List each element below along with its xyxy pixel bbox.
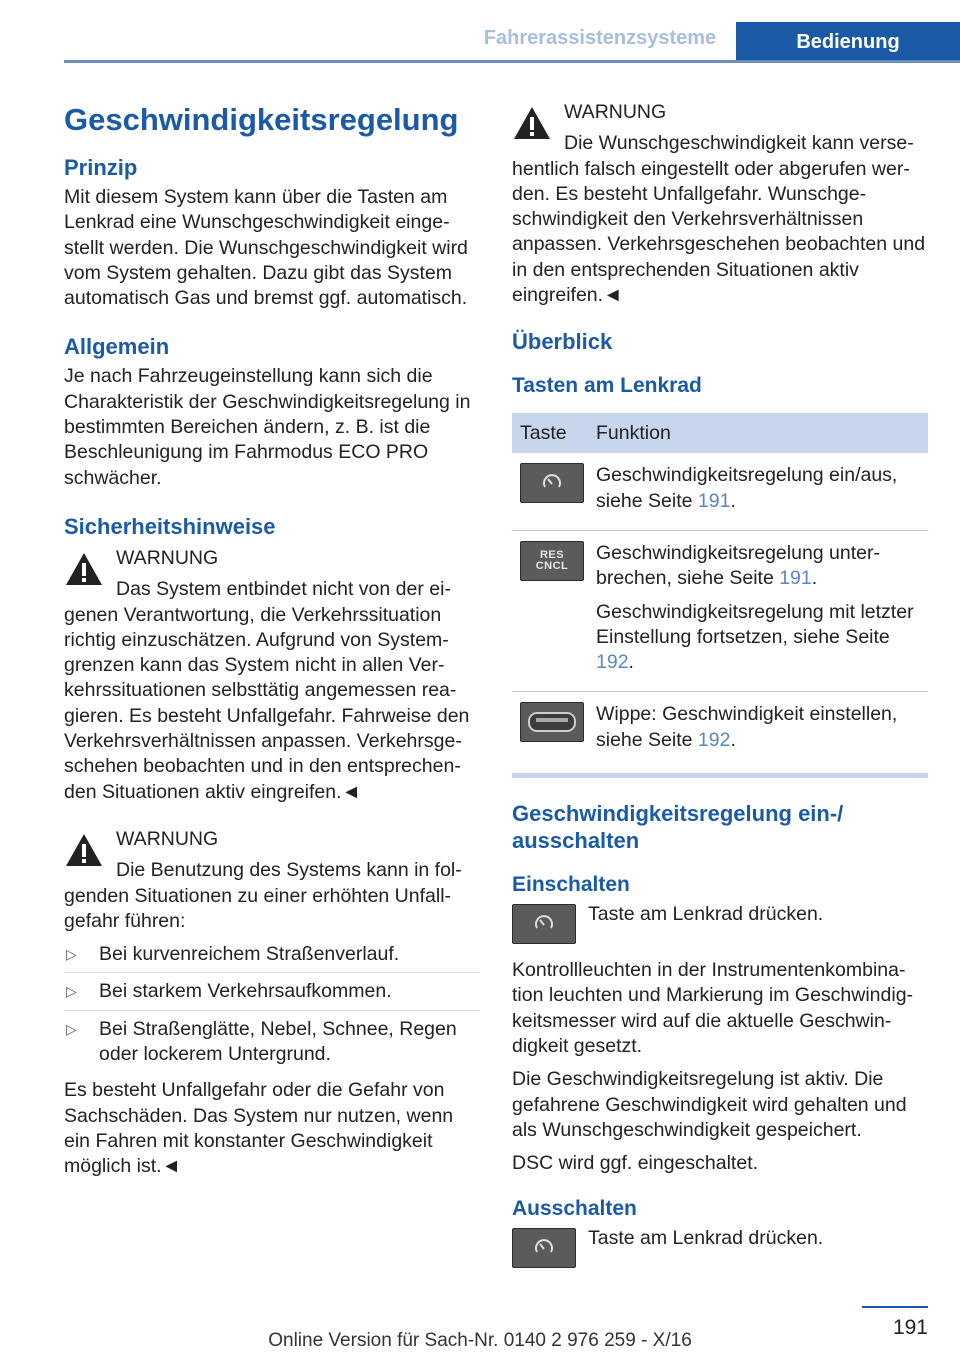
einschalten-row (512, 902, 928, 944)
warning-title: WARNUNG (564, 101, 667, 123)
page-link[interactable]: 192 (596, 651, 629, 674)
warning-text: Das System entbindet nicht von der eigenen Verantwortung, die Verkehrssituation richtig einzuschätzen. Aufgrund von Systemgrenzen kann das System nicht in allen Verkehrssituationen selbsttätig angemessen reagieren. Es besteht Unfallgefahr. Fahrweise den Verkehrsverhältnissen anpassen. Verkehrsgeschehen beobachten und in den entsprechenden Situationen aktiv eingreifen.◄ (64, 578, 470, 803)
einschalten-heading: Einschalten (512, 873, 630, 897)
hazard-list (64, 942, 480, 1072)
ueberblick-heading: Überblick (512, 329, 613, 355)
page-number-rule (862, 1306, 928, 1308)
table-header (512, 413, 928, 453)
list-item: ▷ Bei kurvenreichem Straßenverlauf. (64, 942, 480, 973)
prinzip-text: Mit diesem System kann über die Tasten am Lenkrad eine Wunschgeschwindigkeit eingestellt werden. Die Wunschgeschwindigkeit wird vom System gehalten. Dazu gibt das System automatisch Gas und bremst ggf. automatisch. (64, 186, 468, 310)
ausschalten-heading: Ausschalten (512, 1197, 637, 1221)
page-title: Geschwindigkeitsregelung (64, 102, 459, 137)
page-link[interactable]: 192 (697, 728, 731, 751)
warning-text: Die Wunschgeschwindigkeit kann versehentlich falsch eingestellt oder abgerufen werden. Es besteht Unfallgefahr. Wunschgeschwindigkeit den Verkehrsverhältnissen anpassen. Verkehrsgeschehen beobachten und in den entsprechenden Situationen aktiv eingreifen.◄ (512, 132, 926, 307)
right-column (512, 100, 928, 1268)
triangle-bullet-icon: ▷ (66, 983, 77, 1000)
aktiv-text: Die Geschwindigkeitsregelung ist aktiv. Die gefahrene Geschwindigkeit wird gehalten und als Wunschgeschwindigkeit gespeichert. (512, 1068, 907, 1141)
dsc-text: DSC wird ggf. eingeschaltet. (512, 1152, 759, 1175)
einaus-heading: Geschwindigkeitsregelung ein-/ ausschalten (512, 801, 844, 854)
cruise-control-key-icon (512, 1228, 576, 1268)
header-section: Fahrerassistenzsysteme (483, 27, 717, 49)
prinzip-heading: Prinzip (64, 155, 138, 180)
warning-block-2 (64, 827, 480, 934)
ausschalten-row (512, 1226, 928, 1268)
table-row (512, 692, 928, 776)
row-function-text: Geschwindigkeitsregelung ein/aus, siehe Seite 191. (596, 464, 898, 512)
key-function-table (512, 413, 928, 778)
triangle-bullet-icon: ▷ (66, 1020, 77, 1037)
row-function-text: Geschwindigkeitsregelung unterbrechen, siehe Seite 191. (596, 541, 880, 590)
row-function-text: Geschwindigkeitsregelung mit letzter Einstellung fortsetzen, siehe Seite 192. (596, 600, 914, 674)
triangle-bullet-icon: ▷ (66, 946, 77, 963)
column-header-funktion: Funktion (588, 413, 928, 453)
footer-text: Online Version für Sach-Nr. 0140 2 976 259 - X/16 (268, 1330, 692, 1351)
warning-title: WARNUNG (116, 827, 219, 850)
table-row (512, 453, 928, 530)
sicherheit-heading: Sicherheitshinweise (64, 513, 276, 539)
row-function-text: Wippe: Geschwindigkeit einstellen, siehe Seite 192. (596, 703, 898, 751)
list-item: ▷ Bei Straßenglätte, Nebel, Schnee, Regen oder lockerem Untergrund. (66, 1017, 457, 1066)
header-chapter-tab: Bedienung (736, 22, 960, 63)
warning-icon (64, 550, 104, 588)
list-item: ▷ Bei starkem Verkehrsaufkommen. (64, 979, 480, 1010)
warning-title: WARNUNG (116, 546, 219, 569)
tasten-heading: Tasten am Lenkrad (512, 374, 702, 398)
allgemein-heading: Allgemein (64, 334, 170, 360)
page-link[interactable]: 191 (697, 489, 731, 512)
kontroll-text: Kontrollleuchten in der Instrumentenkombination leuchten und Markierung im Geschwindigkeitsmesser wird auf die aktuelle Geschwindigkeit gesetzt. (512, 959, 914, 1057)
allgemein-text: Je nach Fahrzeugeinstellung kann sich die Charakteristik der Geschwindigkeitsregelung in bestimmten Bereichen ändern, z. B. ist die Beschleunigung im Fahrmodus ECO PRO schwächer. (64, 365, 471, 489)
table-row (512, 530, 928, 691)
cruise-control-key-icon (520, 463, 584, 503)
einschalten-text: Taste am Lenkrad drücken. (588, 903, 824, 926)
warning-icon (64, 831, 104, 869)
cruise-control-key-icon (512, 904, 576, 944)
ausschalten-text: Taste am Lenkrad drücken. (588, 1227, 824, 1250)
page-link[interactable]: 191 (779, 567, 812, 590)
header-rule (64, 60, 960, 63)
warning-end-text: Es besteht Unfallgefahr oder die Gefahr von Sachschäden. Das System nur nutzen, wenn ein Fahren mit konstanter Geschwindigkeit möglich ist.◄ (64, 1079, 454, 1178)
left-column (64, 100, 480, 1188)
warning-icon (512, 104, 552, 142)
rocker-switch-icon (520, 702, 584, 742)
warning-block-1 (64, 546, 480, 805)
warning-block-3 (512, 100, 928, 308)
column-header-taste: Taste (512, 413, 588, 453)
warning-text: Die Benutzung des Systems kann in folgenden Situationen zu einer erhöhten Unfallgefahr führen: (64, 859, 462, 932)
page-number: 191 (892, 1316, 928, 1339)
res-cncl-key-icon: RES CNCL (520, 541, 584, 581)
